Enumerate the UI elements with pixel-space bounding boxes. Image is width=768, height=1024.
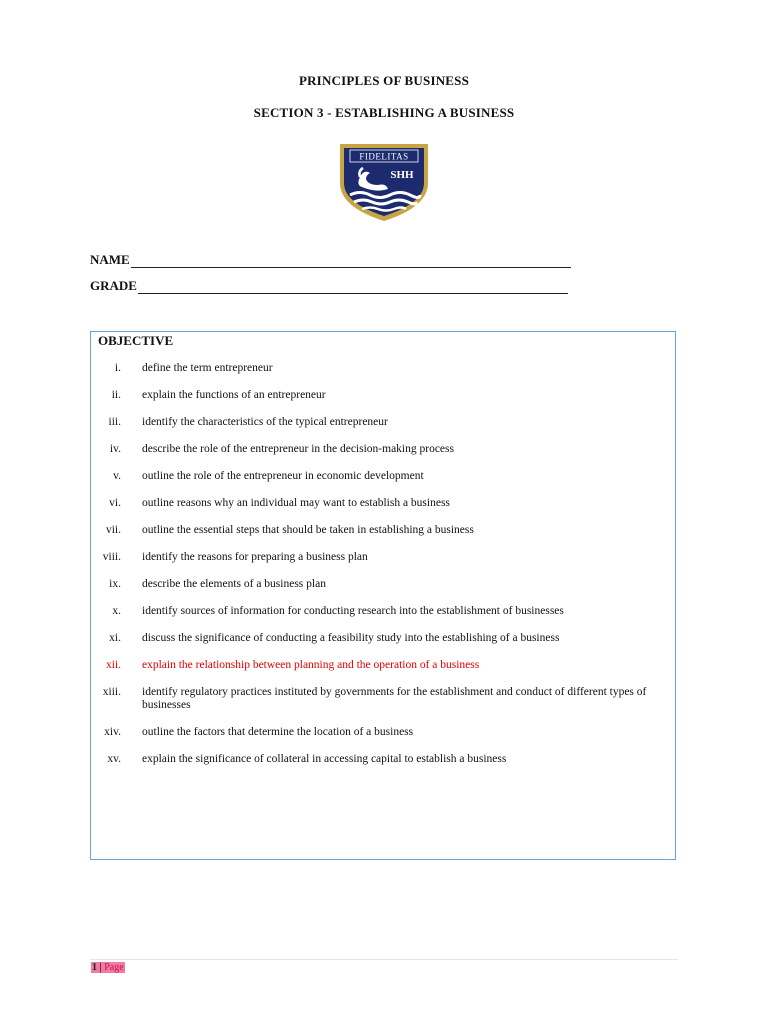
objective-text: describe the role of the entrepreneur in the decision-making process [142,443,454,455]
objective-number: xv. [107,753,121,765]
objective-text: outline the essential steps that should be taken in establishing a business [142,524,474,536]
objective-number: iv. [109,443,121,455]
objective-number: i. [114,362,121,374]
objective-number: vii. [105,524,121,536]
objective-number: xiii. [102,686,121,698]
objective-number: iii. [108,416,121,428]
school-crest-logo [336,141,432,223]
objective-number: xiv. [104,726,121,738]
objective-number: xi. [109,632,121,644]
grade-field [90,278,568,294]
grade-blank-line[interactable] [138,281,568,294]
objective-number: v. [113,470,121,482]
objective-text: identify the characteristics of the typical entrepreneur [142,416,388,428]
document-title: PRINCIPLES OF BUSINESS [298,73,470,88]
grade-label: GRADE [90,278,137,293]
objective-text: explain the significance of collateral in accessing capital to establish a business [142,753,507,765]
objective-text: explain the functions of an entrepreneur [142,389,326,401]
page-label: Page [104,962,124,973]
svg-text:FIDELITAS: FIDELITAS [359,151,409,162]
objective-text: explain the relationship between planning and the operation of a business [142,659,480,671]
objective-text: describe the elements of a business plan [142,578,326,590]
name-field [90,252,571,268]
objective-number: ix. [109,578,121,590]
objective-number: x. [112,605,121,617]
name-label: NAME [90,252,130,267]
objective-text: identify regulatory practices instituted by governments for the establishment and conduct of different types of businesses [142,686,647,711]
svg-text:SHH: SHH [390,169,414,181]
crest-shield-icon [336,141,432,223]
objective-text: discuss the significance of conducting a feasibility study into the establishing of a business [142,632,560,644]
name-blank-line[interactable] [131,255,571,268]
objective-number: ii. [111,389,121,401]
objective-number: viii. [102,551,121,563]
page-separator: | [99,962,102,973]
objective-text: outline reasons why an individual may want to establish a business [142,497,450,509]
objective-text: outline the factors that determine the location of a business [142,726,414,738]
page-footer [91,962,125,973]
objective-text: define the term entrepreneur [142,362,273,374]
objective-box [90,331,676,860]
page-number: 1 [92,962,97,973]
objective-number: xii. [105,659,121,671]
objective-heading: OBJECTIVE [98,333,174,348]
section-title: SECTION 3 - ESTABLISHING A BUSINESS [253,105,515,120]
objective-text: identify sources of information for conducting research into the establishment of businesses [142,605,564,617]
objective-text: outline the role of the entrepreneur in economic development [142,470,424,482]
footer-divider [90,959,678,960]
objective-number: vi. [109,497,121,509]
objective-text: identify the reasons for preparing a business plan [142,551,368,563]
